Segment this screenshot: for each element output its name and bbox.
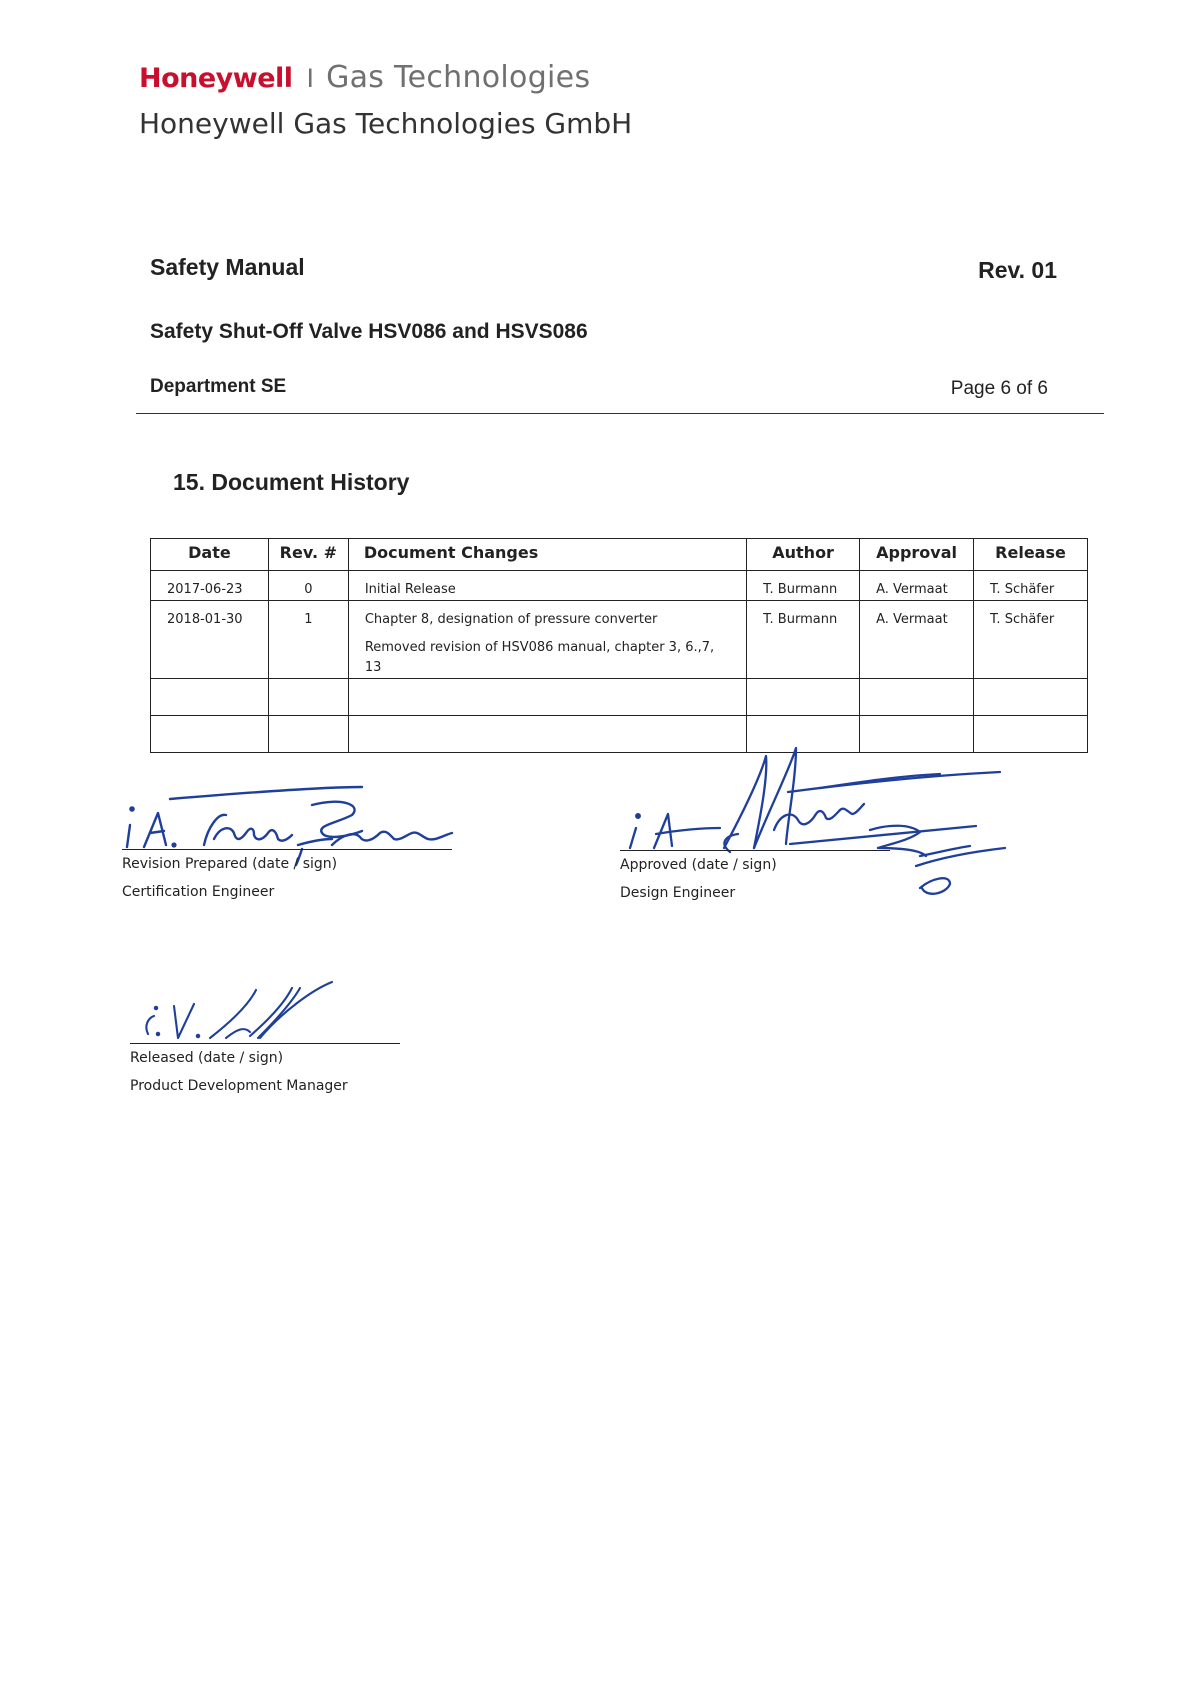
cell-rev: 1 xyxy=(268,601,348,679)
cell-release: T. Schäfer xyxy=(974,571,1088,601)
honeywell-logo: Honeywell xyxy=(139,63,293,94)
column-header-date: Date xyxy=(151,539,269,571)
column-header-rev: Rev. # xyxy=(268,539,348,571)
approved-label: Approved (date / sign) xyxy=(620,857,777,873)
cell-date: 2017-06-23 xyxy=(151,571,269,601)
department-label: Department SE xyxy=(150,376,287,397)
released-label: Released (date / sign) xyxy=(130,1050,284,1066)
cell-changes xyxy=(348,571,746,601)
cell-release: T. Schäfer xyxy=(974,601,1088,679)
table-row-empty xyxy=(151,716,1088,753)
cell-rev: 0 xyxy=(268,571,348,601)
page-number: Page 6 of 6 xyxy=(950,378,1048,399)
company-name: Honeywell Gas Technologies GmbH xyxy=(139,107,633,140)
cell-author: T. Burmann xyxy=(747,601,860,679)
prepared-signature-line xyxy=(122,849,452,850)
revision-label: Rev. 01 xyxy=(978,257,1057,283)
prepared-label: Revision Prepared (date / sign) xyxy=(122,856,338,872)
brand-separator: I xyxy=(306,63,315,93)
document-history-table xyxy=(150,538,1088,753)
released-signature xyxy=(132,982,352,1042)
released-role: Product Development Manager xyxy=(130,1078,348,1094)
cell-changes xyxy=(348,601,746,679)
header-divider xyxy=(136,413,1104,414)
change-entry: Removed revision of HSV086 manual, chapter 3, 6.,7, 13 xyxy=(364,640,715,675)
table-row-empty xyxy=(151,679,1088,716)
prepared-signature-block xyxy=(122,849,452,912)
table-header-row xyxy=(151,539,1088,571)
cell-approval: A. Vermaat xyxy=(860,571,974,601)
column-header-approval: Approval xyxy=(860,539,974,571)
brand-subtitle: Gas Technologies xyxy=(326,60,591,95)
prepared-role: Certification Engineer xyxy=(122,884,275,900)
brand-header xyxy=(139,60,590,100)
table-row xyxy=(151,601,1088,679)
approved-signature-line xyxy=(620,850,890,851)
change-entry: Initial Release xyxy=(364,582,456,597)
table-row xyxy=(151,571,1088,601)
cell-date: 2018-01-30 xyxy=(151,601,269,679)
section-heading: 15. Document History xyxy=(173,469,410,495)
document-subtitle: Safety Shut-Off Valve HSV086 and HSVS086 xyxy=(150,320,588,343)
change-entry: Chapter 8, designation of pressure converter xyxy=(364,612,658,627)
cell-approval: A. Vermaat xyxy=(860,601,974,679)
approved-signature-block xyxy=(620,850,890,913)
column-header-release: Release xyxy=(974,539,1088,571)
released-signature-line xyxy=(130,1043,400,1044)
document-title: Safety Manual xyxy=(150,254,305,280)
cell-author: T. Burmann xyxy=(747,571,860,601)
column-header-changes: Document Changes xyxy=(348,539,746,571)
approved-role: Design Engineer xyxy=(620,885,736,901)
column-header-author: Author xyxy=(747,539,860,571)
released-signature-block xyxy=(130,1043,400,1106)
